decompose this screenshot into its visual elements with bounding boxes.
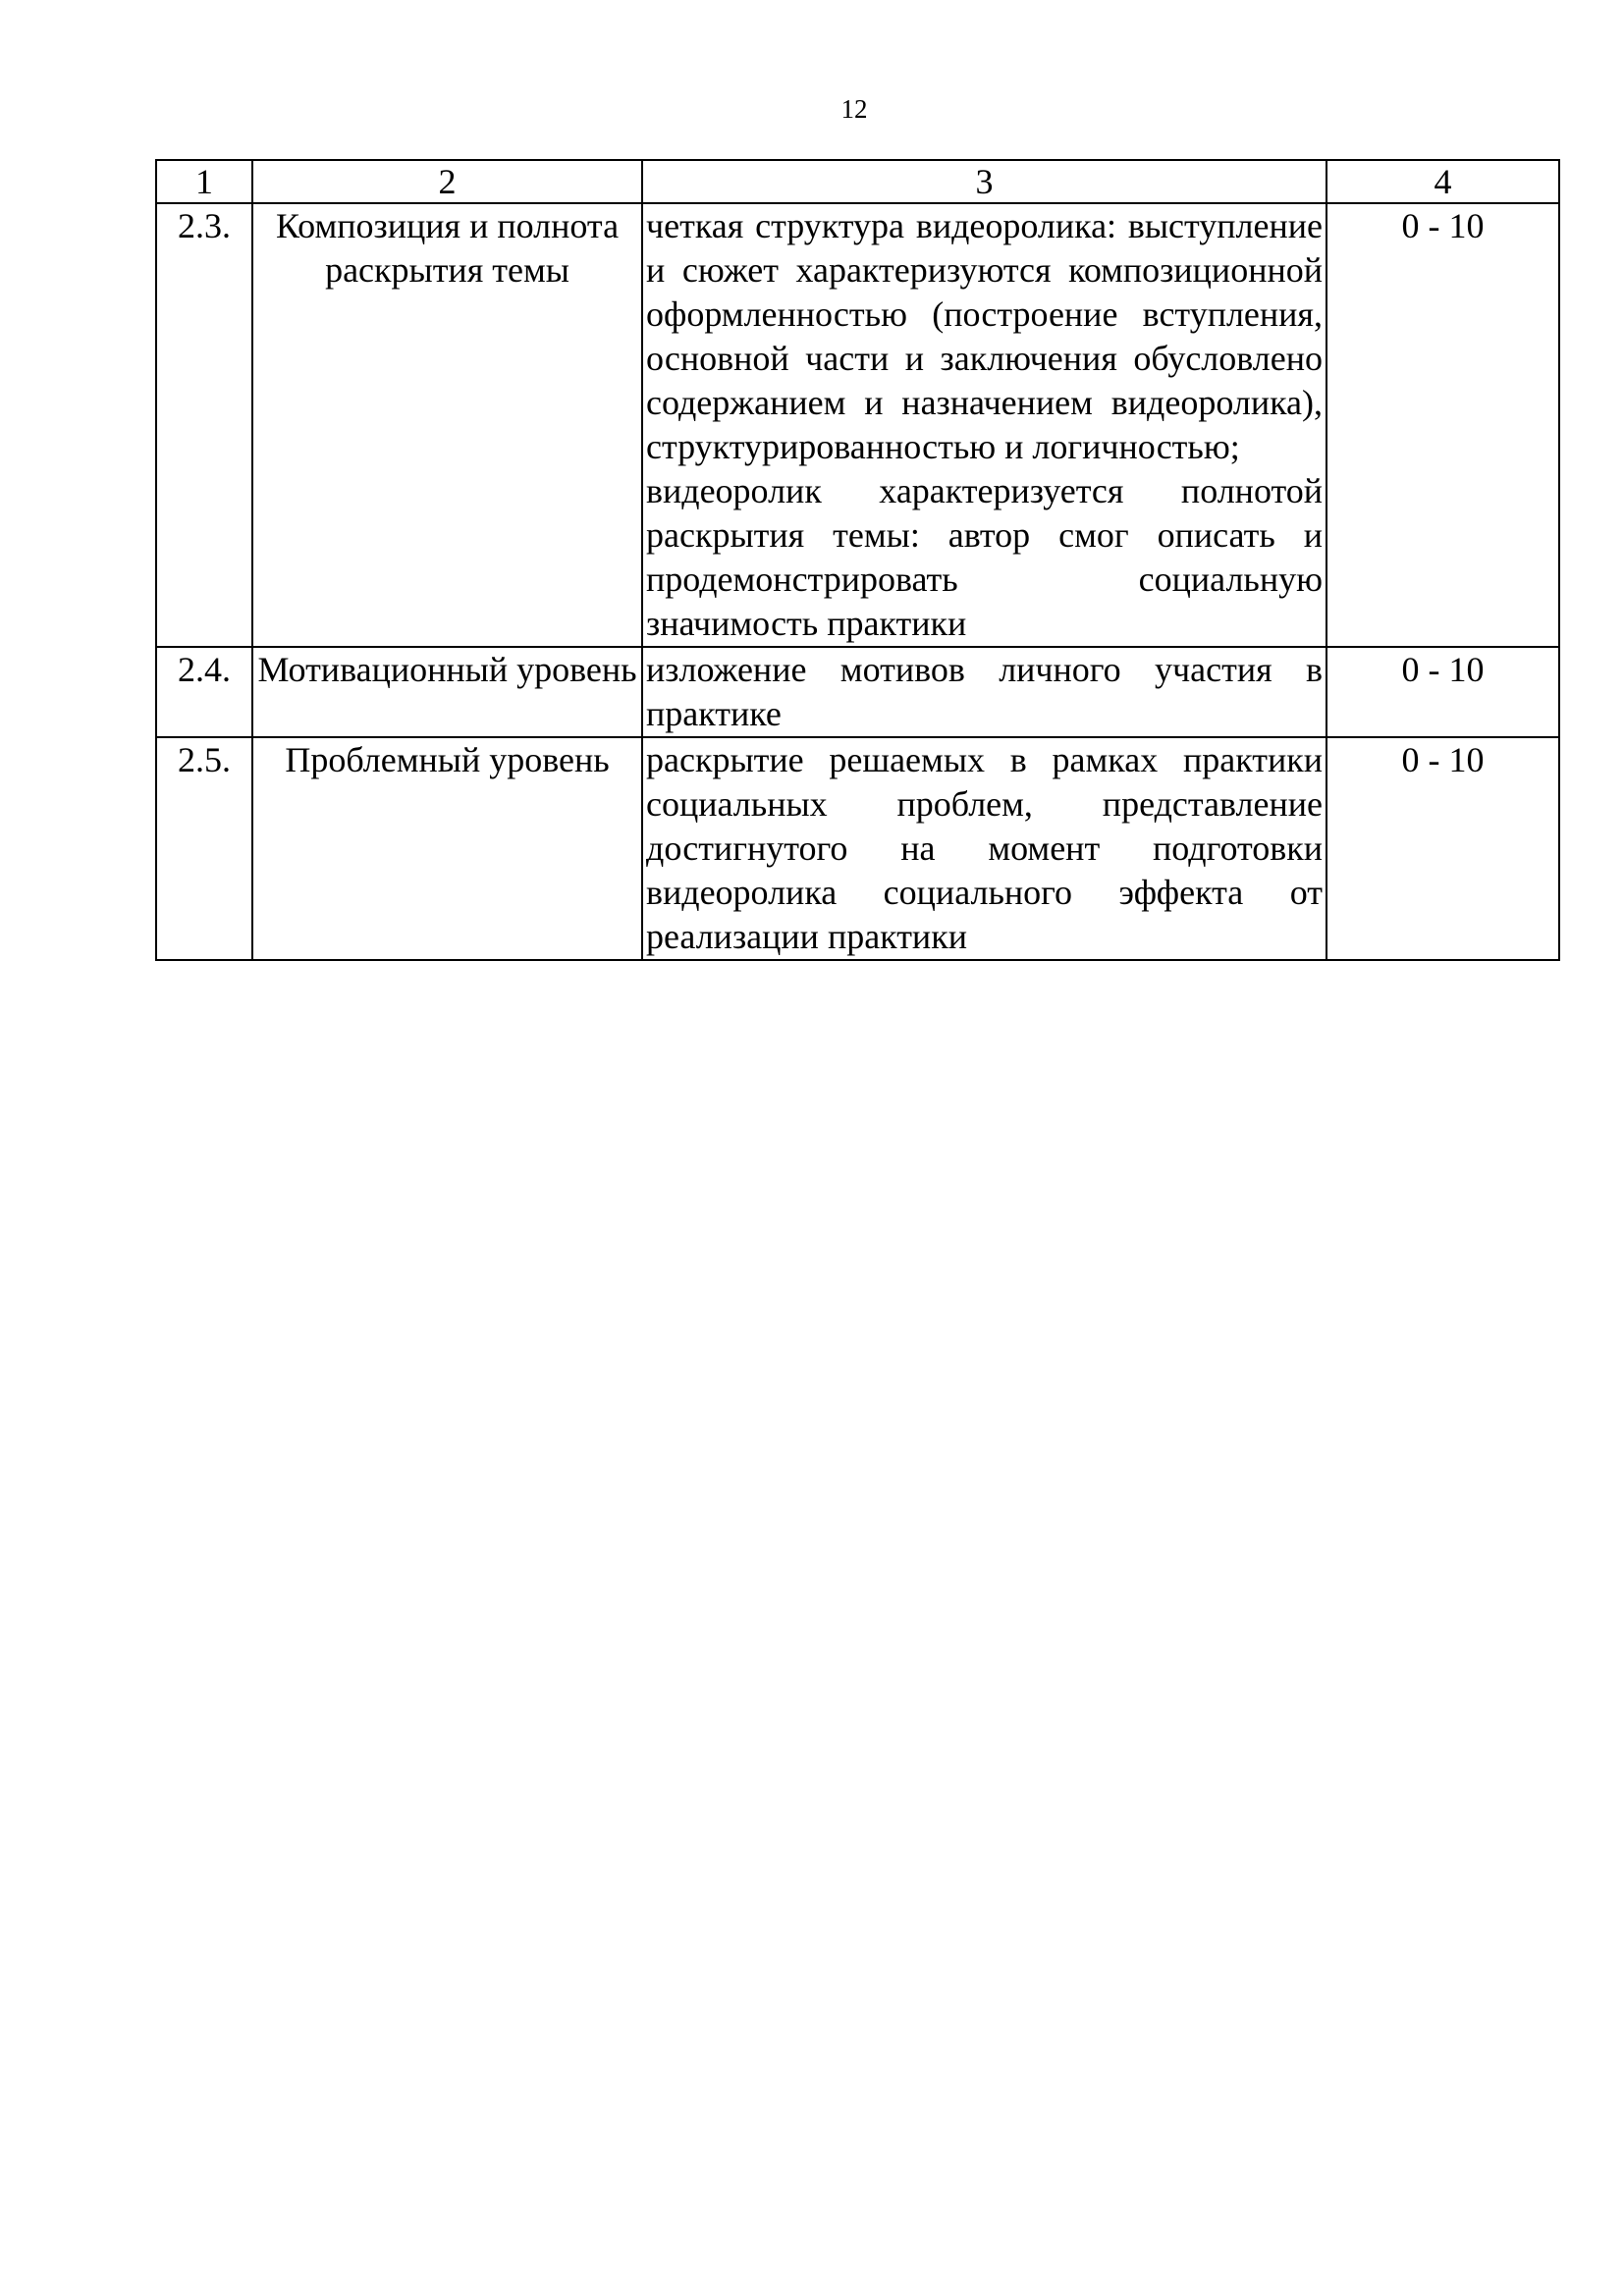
row-number: 2.3. bbox=[156, 203, 252, 647]
table-row bbox=[156, 203, 1559, 647]
criterion-description bbox=[642, 203, 1326, 647]
criterion-description bbox=[642, 647, 1326, 737]
criterion-description bbox=[642, 737, 1326, 960]
criterion-name: Проблемный уровень bbox=[252, 737, 642, 960]
description-paragraph: раскрытие решаемых в рамках практики социальных проблем, представление достигнутого на момент подготовки видеоролика социального эффекта от реализации практики bbox=[646, 740, 1323, 956]
header-cell-1: 1 bbox=[156, 160, 252, 203]
table-row bbox=[156, 647, 1559, 737]
criterion-name: Мотивационный уровень bbox=[252, 647, 642, 737]
header-cell-4: 4 bbox=[1326, 160, 1559, 203]
row-number: 2.5. bbox=[156, 737, 252, 960]
table-header-row bbox=[156, 160, 1559, 203]
page-number: 12 bbox=[840, 94, 868, 124]
description-paragraph: четкая структура видеоролика: выступление и сюжет характеризуются композиционной оформленностью (построение вступления, основной части и заключения обусловлено содержанием и назначением видеоролика), структурированностью и логичностью; bbox=[646, 206, 1323, 466]
score-range: 0 - 10 bbox=[1326, 647, 1559, 737]
header-cell-3: 3 bbox=[642, 160, 1326, 203]
score-range: 0 - 10 bbox=[1326, 203, 1559, 647]
description-paragraph: видеоролик характеризуется полнотой раскрытия темы: автор смог описать и продемонстрировать социальную значимость практики bbox=[646, 471, 1323, 643]
description-paragraph: изложение мотивов личного участия в практике bbox=[646, 650, 1323, 733]
row-number: 2.4. bbox=[156, 647, 252, 737]
criteria-table bbox=[155, 159, 1560, 961]
table-row bbox=[156, 737, 1559, 960]
header-cell-2: 2 bbox=[252, 160, 642, 203]
criterion-name: Композиция и полнота раскрытия темы bbox=[252, 203, 642, 647]
score-range: 0 - 10 bbox=[1326, 737, 1559, 960]
